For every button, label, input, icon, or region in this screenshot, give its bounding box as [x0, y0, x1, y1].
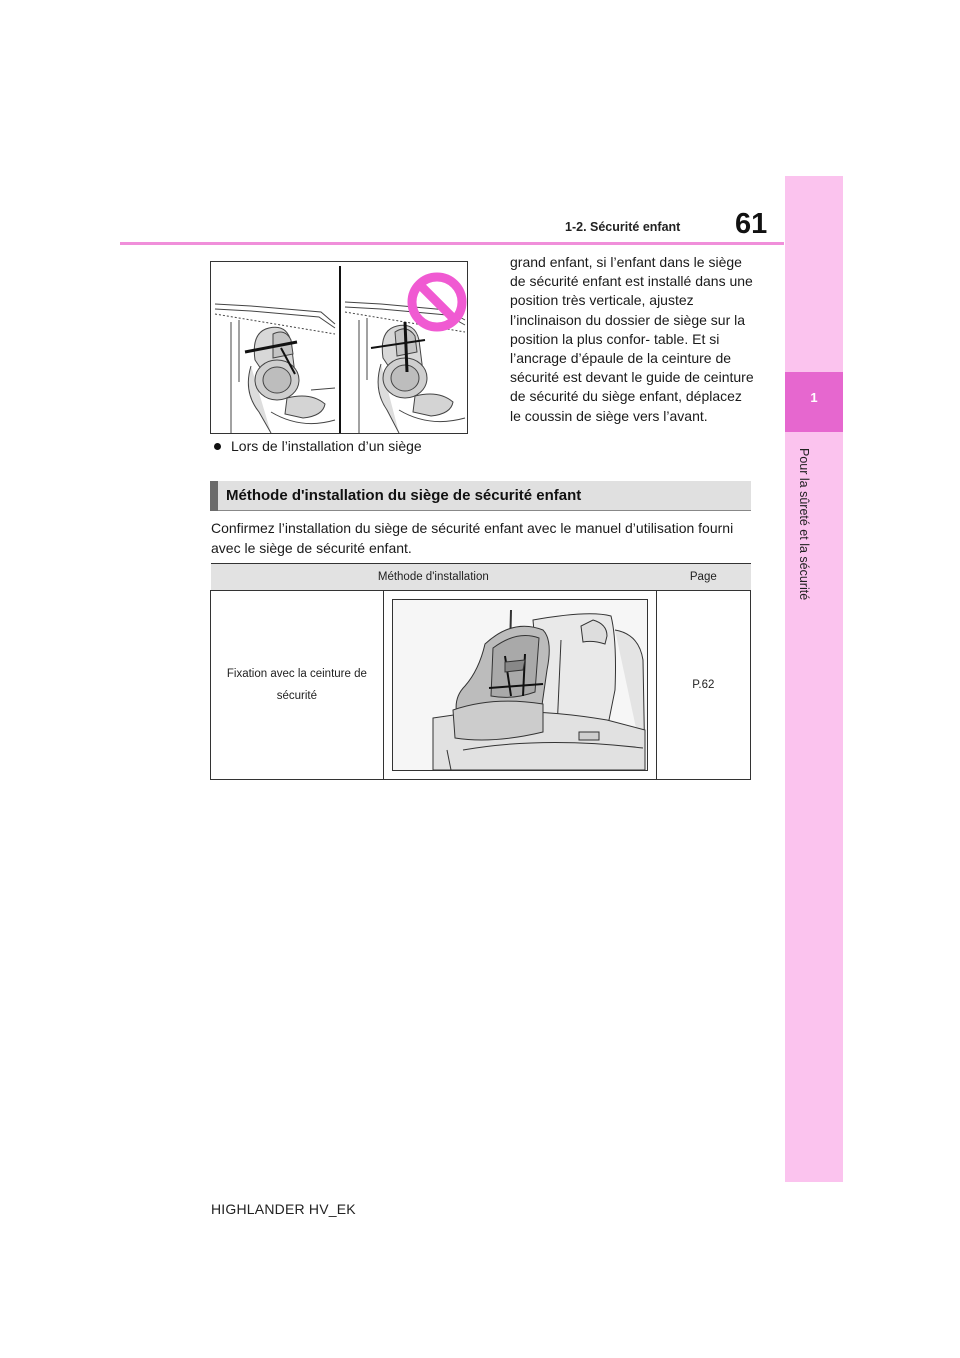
installation-methods-table: [210, 563, 751, 780]
method-cell: Fixation avec la ceinture de sécurité: [211, 591, 384, 780]
booster-seat-illustration: [210, 261, 468, 434]
bullet-item: [214, 438, 422, 454]
table-header-row: [211, 564, 751, 591]
side-tab-chapter-title: Pour la sûreté et la sécurité: [797, 447, 811, 601]
side-tab-strip: [785, 176, 843, 1182]
page-reference-link[interactable]: P.62: [656, 591, 750, 780]
booster-seat-drawing: [211, 262, 467, 433]
header-rule: [120, 242, 784, 245]
bullet-text: Lors de l’installation d’un siège: [231, 438, 422, 454]
column-header-method: Méthode d'installation: [211, 564, 657, 591]
heading-accent-bar: [210, 481, 218, 511]
child-seat-drawing: [393, 600, 647, 770]
table-row: [211, 591, 751, 780]
prohibited-icon: [412, 277, 462, 327]
bullet-dot-icon: [214, 443, 221, 450]
child-seat-illustration: [392, 599, 648, 771]
column-header-page: Page: [656, 564, 750, 591]
section-heading: [210, 481, 751, 511]
section-heading-text: Méthode d'installation du siège de sécurité enfant: [226, 487, 582, 504]
side-tab-chapter-number: 1: [810, 390, 818, 405]
page-number: 61: [735, 208, 768, 240]
continuation-paragraph: grand enfant, si l’enfant dans le siège de sécurité enfant est installé dans une position très verticale, ajustez l’inclinaison du dossier de siège sur la position la plus confor- table. Et si l’ancrage d’épaule de la ceinture de sécurité est devant le guide de ceinture de sécurité du siège enfant, déplacez le coussin de siège vers l’avant.: [510, 254, 754, 424]
method-image-cell: [383, 591, 656, 780]
section-title: 1-2. Sécurité enfant: [565, 220, 681, 234]
section-intro: Confirmez l’installation du siège de sécurité enfant avec le manuel d’utilisation fourni avec le siège de sécurité enfant.: [211, 520, 734, 556]
footer-model: HIGHLANDER HV_EK: [211, 1201, 356, 1217]
